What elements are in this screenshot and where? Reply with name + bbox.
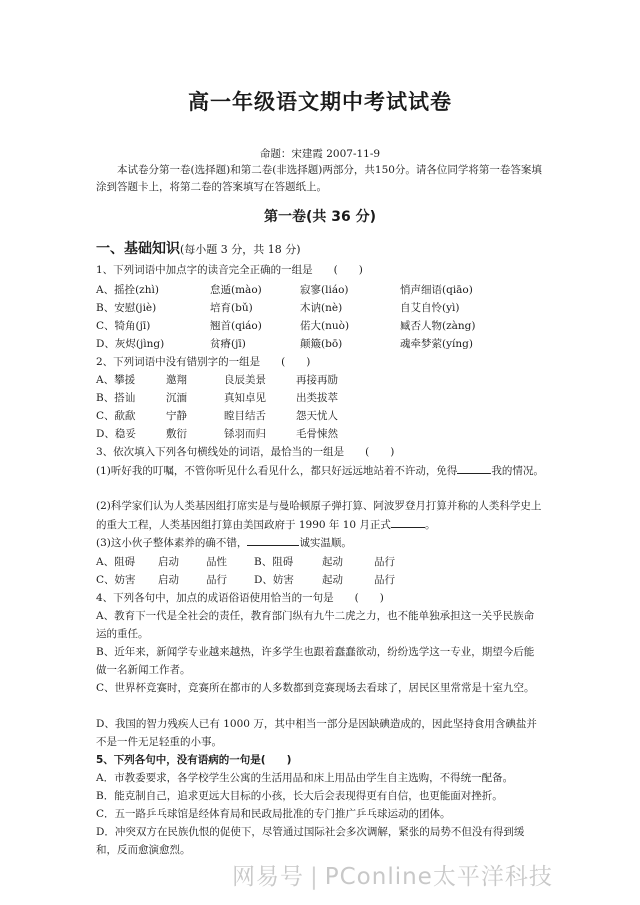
q2-c-3: 瞠目结舌 [224, 410, 266, 422]
q2-c-1: C、歃歃 [96, 410, 136, 422]
q3-sentence-3 [96, 534, 544, 553]
q2-b-4: 出类拔萃 [296, 392, 338, 404]
q1-c-4: 臧否人物(zàng) [400, 320, 476, 332]
q2-b-2: 沉湎 [166, 392, 187, 404]
q4-option-c: C、世界杯竞赛时，竞赛所在都市的人多数都到竞赛现场去看球了，居民区里常常是十室九空。 [96, 682, 535, 694]
watermark-brand-netease: 网易号 [232, 864, 304, 890]
q1-c-2: 翘首(qiáo) [210, 320, 262, 332]
q5-stem: 5、下列各句中，没有语病的一句是( ) [96, 754, 292, 766]
q5-option-c: C．五一路乒乓球馆是经体育局和民政局批准的专门推广乒乓球运动的团体。 [96, 808, 451, 820]
q3-s3-after: 诚实温顺。 [299, 537, 352, 549]
q1-stem: 1、下列词语中加点字的读音完全正确的一组是 ( ) [96, 264, 363, 276]
q1-d-2: 贫瘠(jī) [210, 338, 246, 350]
q4-option-d: D、我国的智力残疾人已有 1000 万，其中相当一部分是因缺碘造成的，因此坚持食用含碘盐并不是一件无足轻重的小事。 [96, 718, 537, 748]
q5-option-a: A．市教委要求，各学校学生公寓的生活用品和床上用品由学生自主选购，不得统一配备。 [96, 772, 514, 784]
q5-option-b: B．能克制自己，追求更远大目标的小孩，长大后会表现得更有自信，也更能面对挫折。 [96, 790, 503, 802]
q4-stem: 4、下列各句中，加点的成语俗语使用恰当的一句是 ( ) [96, 592, 384, 604]
watermark-separator: | [310, 864, 319, 890]
q3-d-2: 起动 [322, 574, 343, 586]
q1-a-1: A、摇拴(zhì) [96, 284, 159, 296]
q3-c-2: 启动 [158, 574, 179, 586]
section-title: 一、基础知识 [96, 241, 180, 257]
q3-s2-before: (2)科学家们认为人类基因组打席实是与曼哈顿原子弹打算、阿波罗登月打算并称的人类科学史上的重大工程，人类基因组打算由美国政府于 1990 年 10 月正式 [96, 500, 542, 531]
q3-s1-after: 我的情况。 [491, 465, 544, 477]
q3-s2-after: 。 [424, 518, 436, 531]
q2-d-4: 毛骨悚然 [296, 428, 338, 440]
q3-c-1: C、妨害 [96, 574, 136, 586]
section-heading [96, 238, 301, 258]
q2-a-1: A、攀援 [96, 374, 136, 386]
q3-s1-before: (1)听好我的叮嘱，不管你听见什么看见什么，都只好远远地站着不许动，免得 [96, 465, 458, 477]
q1-a-3: 寂寥(liáo) [300, 284, 349, 296]
q2-a-4: 再接再励 [296, 374, 338, 386]
q1-d-4: 魂牵梦萦(yíng) [400, 338, 473, 350]
q1-c-1: C、犄角(jī) [96, 320, 151, 332]
author-line: 命题：宋建霞 2007-11-9 [259, 148, 381, 160]
q5-option-d: D．冲突双方在民族仇恨的促使下，尽管通过国际社会多次调解，紧张的局势不但没有得到缓和，反而愈演愈烈。 [96, 826, 525, 856]
q3-stem: 3、依次填入下列各句横线处的词语，最恰当的一组是 ( ) [96, 446, 395, 458]
q3-c-3: 品行 [206, 574, 227, 586]
q2-a-3: 良辰美景 [224, 374, 266, 386]
section-note: (每小题 3 分，共 18 分) [180, 243, 301, 256]
q3-a-1: A、阻碍 [96, 556, 136, 568]
blank-line [247, 534, 299, 546]
q2-d-2: 敷衍 [166, 428, 187, 440]
q1-d-3: 颠簸(bō) [300, 338, 343, 350]
blank-line [391, 516, 425, 528]
exam-title: 高一年级语文期中考试试卷 [188, 90, 452, 114]
q3-b-3: 品行 [374, 556, 395, 568]
q3-d-1: D、妨害 [254, 574, 294, 586]
q1-a-2: 怠遁(mào) [210, 284, 262, 296]
q2-a-2: 邀翔 [166, 374, 187, 386]
q3-sentence-1 [96, 462, 544, 481]
part-heading: 第一卷(共 36 分) [263, 209, 377, 225]
intro-paragraph: 本试卷分第一卷(选择题)和第二卷(非选择题)两部分，共150分。请各位同学将第一卷答案填涂到答题卡上，将第二卷的答案填写在答题纸上。 [96, 164, 542, 193]
q3-s3-before: (3)这小伙子整体素养的确不错， [96, 537, 248, 549]
watermark [232, 858, 632, 898]
q2-b-3: 真知卓见 [224, 392, 266, 404]
q3-sentence-2 [96, 498, 544, 534]
q2-stem: 2、下列词语中没有错别字的一组是 ( ) [96, 356, 311, 368]
q3-d-3: 品行 [374, 574, 395, 586]
q1-c-3: 偌大(nuò) [300, 320, 350, 332]
q4-option-a: A、教育下一代是全社会的责任，教育部门纵有九牛二虎之力，也不能单独承担这一关乎民族命运的重任。 [96, 610, 535, 640]
q1-b-4: 自艾自怜(yì) [400, 302, 460, 314]
q2-b-1: B、搭讪 [96, 392, 136, 404]
q1-a-4: 悄声细语(qiāo) [400, 284, 473, 296]
q2-d-3: 铩羽而归 [224, 428, 266, 440]
q1-d-1: D、灰烬(jìng) [96, 338, 165, 350]
q2-d-1: D、稳妥 [96, 428, 136, 440]
q2-c-2: 宁静 [166, 410, 187, 422]
q2-c-4: 怨天忧人 [296, 410, 338, 422]
watermark-brand-pconline: PConline太平洋科技 [324, 864, 553, 890]
q1-b-3: 木讷(nè) [300, 302, 343, 314]
q4-option-b: B、近年来，新闻学专业越来越热，许多学生也跟着蠢蠢欲动，纷纷选学这一专业，期望今后能做一名新闻工作者。 [96, 646, 535, 676]
q3-b-2: 起动 [322, 556, 343, 568]
q3-b-1: B、阻碍 [254, 556, 294, 568]
q3-a-2: 启动 [158, 556, 179, 568]
q1-b-2: 培育(bǔ) [210, 302, 253, 314]
q3-a-3: 品性 [206, 556, 227, 568]
blank-line [457, 462, 491, 474]
q1-b-1: B、安慰(jiè) [96, 302, 157, 314]
